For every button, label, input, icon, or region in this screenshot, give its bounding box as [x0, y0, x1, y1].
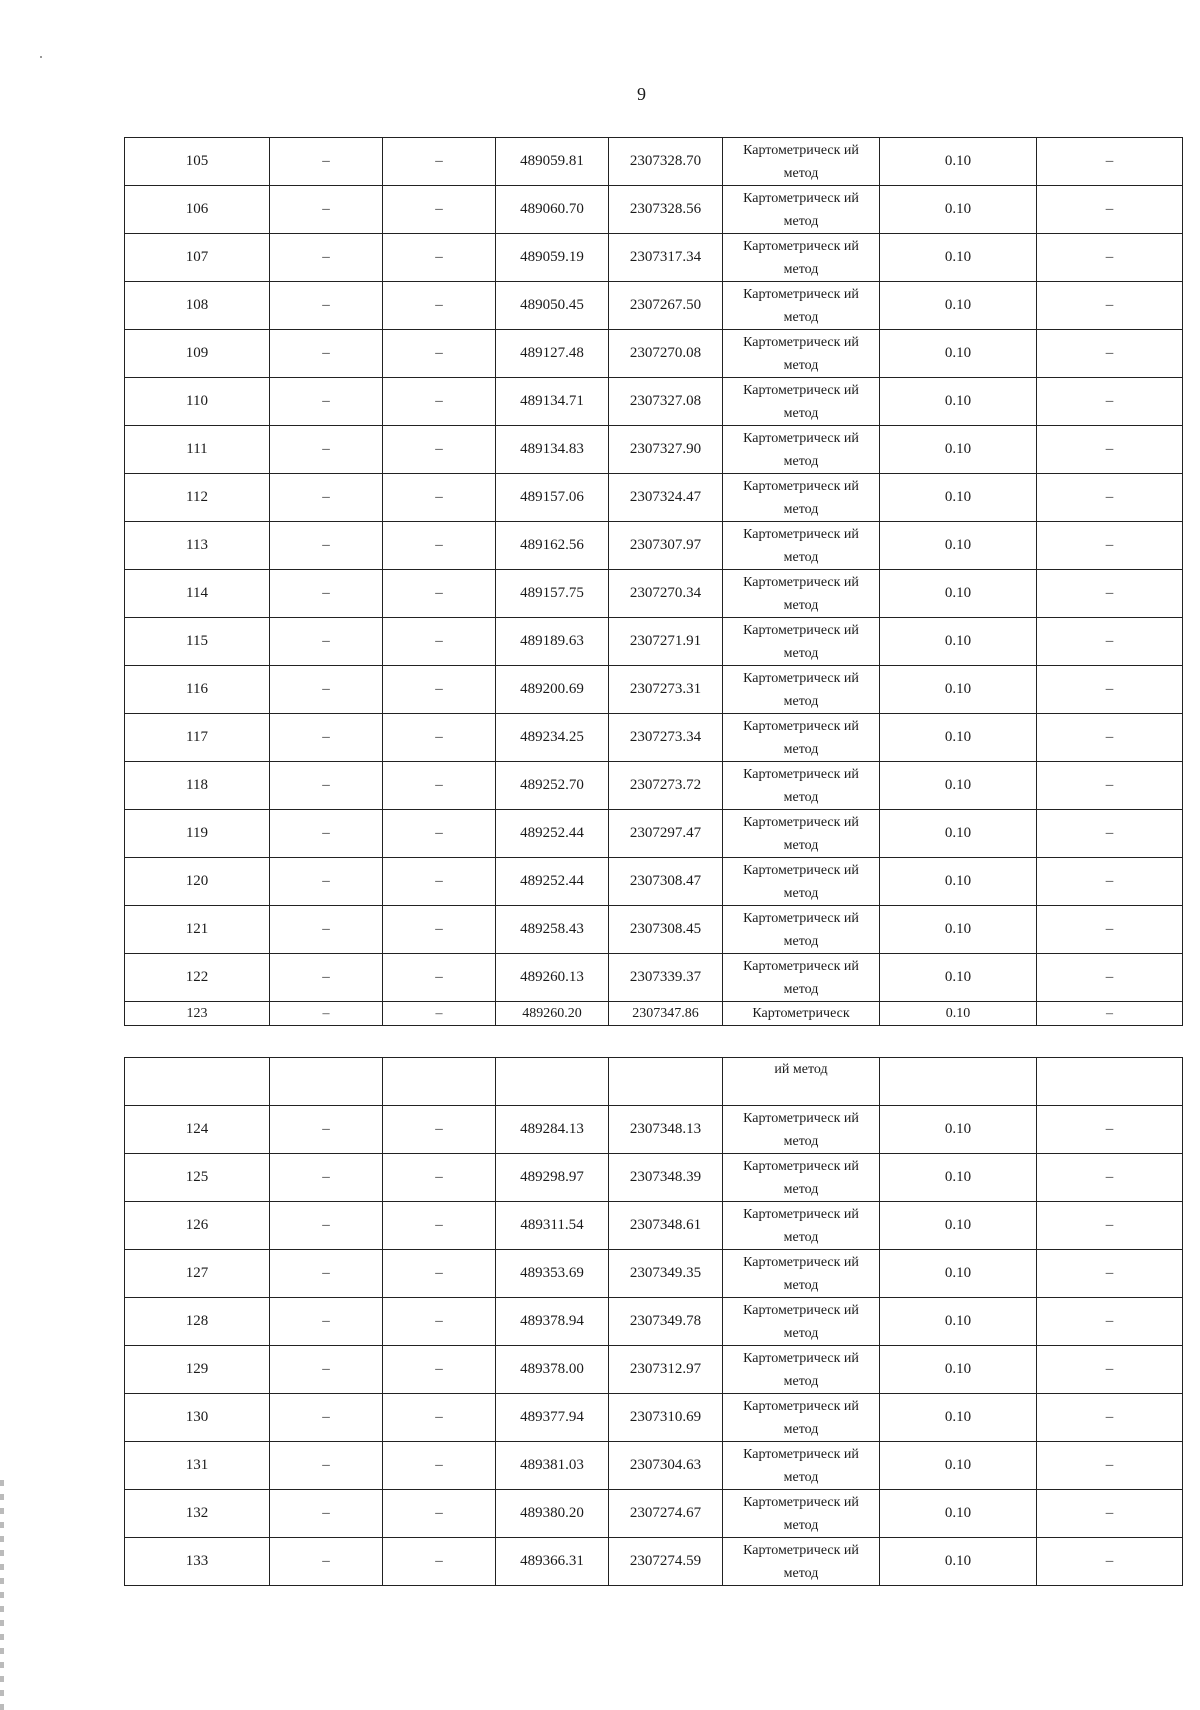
method-cell: Картометрическ ий метод	[723, 762, 880, 810]
x-coordinate-cell: 489200.69	[496, 666, 609, 714]
dash-cell: –	[270, 810, 383, 858]
dash-cell: –	[383, 666, 496, 714]
method-cell: Картометрическ ий метод	[723, 618, 880, 666]
page-number: 9	[637, 84, 646, 104]
x-coordinate-cell: 489311.54	[496, 1202, 609, 1250]
method-cell: Картометрическ ий метод	[723, 1298, 880, 1346]
point-number-cell: 111	[125, 426, 270, 474]
table-row	[125, 714, 1183, 762]
table-cell	[125, 1058, 270, 1106]
table-cell	[496, 1058, 609, 1106]
method-cell: Картометрическ ий метод	[723, 330, 880, 378]
accuracy-cell: 0.10	[880, 1298, 1037, 1346]
accuracy-cell: 0.10	[880, 1538, 1037, 1586]
dash-cell: –	[383, 378, 496, 426]
dash-cell: –	[383, 186, 496, 234]
y-coordinate-cell: 2307271.91	[609, 618, 723, 666]
x-coordinate-cell: 489189.63	[496, 618, 609, 666]
dash-cell: –	[383, 1298, 496, 1346]
dash-cell: –	[383, 570, 496, 618]
dash-cell: –	[1037, 1250, 1183, 1298]
point-number-cell: 123	[125, 1002, 270, 1026]
point-number-cell: 118	[125, 762, 270, 810]
x-coordinate-cell: 489134.71	[496, 378, 609, 426]
y-coordinate-cell: 2307348.61	[609, 1202, 723, 1250]
point-number-cell: 126	[125, 1202, 270, 1250]
y-coordinate-cell: 2307307.97	[609, 522, 723, 570]
point-number-cell: 124	[125, 1106, 270, 1154]
dash-cell: –	[383, 282, 496, 330]
method-cell: Картометрическ	[723, 1002, 880, 1026]
accuracy-cell: 0.10	[880, 1490, 1037, 1538]
dash-cell: –	[270, 378, 383, 426]
accuracy-cell: 0.10	[880, 858, 1037, 906]
table-row	[125, 762, 1183, 810]
dash-cell: –	[1037, 474, 1183, 522]
dash-cell: –	[270, 1346, 383, 1394]
table-row	[125, 1250, 1183, 1298]
dash-cell: –	[270, 138, 383, 186]
accuracy-cell: 0.10	[880, 810, 1037, 858]
table-row	[125, 1394, 1183, 1442]
method-cell: Картометрическ ий метод	[723, 1538, 880, 1586]
y-coordinate-cell: 2307349.35	[609, 1250, 723, 1298]
x-coordinate-cell: 489353.69	[496, 1250, 609, 1298]
table-cell	[609, 1058, 723, 1106]
accuracy-cell: 0.10	[880, 1346, 1037, 1394]
method-cell: Картометрическ ий метод	[723, 1106, 880, 1154]
point-number-cell: 122	[125, 954, 270, 1002]
dash-cell: –	[1037, 762, 1183, 810]
dash-cell: –	[1037, 810, 1183, 858]
dash-cell: –	[1037, 1002, 1183, 1026]
point-number-cell: 119	[125, 810, 270, 858]
y-coordinate-cell: 2307274.67	[609, 1490, 723, 1538]
method-cell: Картометрическ ий метод	[723, 474, 880, 522]
dash-cell: –	[1037, 234, 1183, 282]
dash-cell: –	[383, 1538, 496, 1586]
accuracy-cell: 0.10	[880, 906, 1037, 954]
point-number-cell: 132	[125, 1490, 270, 1538]
accuracy-cell: 0.10	[880, 1442, 1037, 1490]
method-cell: Картометрическ ий метод	[723, 906, 880, 954]
dash-cell: –	[383, 906, 496, 954]
accuracy-cell: 0.10	[880, 714, 1037, 762]
method-cell: Картометрическ ий метод	[723, 1154, 880, 1202]
point-number-cell: 112	[125, 474, 270, 522]
accuracy-cell: 0.10	[880, 954, 1037, 1002]
accuracy-cell: 0.10	[880, 618, 1037, 666]
dash-cell: –	[383, 474, 496, 522]
table-row	[125, 954, 1183, 1002]
accuracy-cell: 0.10	[880, 138, 1037, 186]
accuracy-cell: 0.10	[880, 1250, 1037, 1298]
dash-cell: –	[1037, 1106, 1183, 1154]
dash-cell: –	[1037, 1538, 1183, 1586]
dash-cell: –	[1037, 378, 1183, 426]
dash-cell: –	[270, 618, 383, 666]
dash-cell: –	[1037, 714, 1183, 762]
y-coordinate-cell: 2307317.34	[609, 234, 723, 282]
table-row	[125, 1346, 1183, 1394]
dash-cell: –	[1037, 522, 1183, 570]
point-number-cell: 127	[125, 1250, 270, 1298]
dash-cell: –	[383, 1346, 496, 1394]
dash-cell: –	[270, 282, 383, 330]
dash-cell: –	[270, 762, 383, 810]
x-coordinate-cell: 489380.20	[496, 1490, 609, 1538]
table-row	[125, 522, 1183, 570]
point-number-cell: 116	[125, 666, 270, 714]
dash-cell: –	[1037, 138, 1183, 186]
y-coordinate-cell: 2307327.08	[609, 378, 723, 426]
x-coordinate-cell: 489234.25	[496, 714, 609, 762]
y-coordinate-cell: 2307273.31	[609, 666, 723, 714]
dash-cell: –	[383, 138, 496, 186]
accuracy-cell: 0.10	[880, 762, 1037, 810]
point-number-cell: 107	[125, 234, 270, 282]
dash-cell: –	[1037, 858, 1183, 906]
method-cell: Картометрическ ий метод	[723, 1250, 880, 1298]
method-cell: Картометрическ ий метод	[723, 138, 880, 186]
x-coordinate-cell: 489298.97	[496, 1154, 609, 1202]
dash-cell: –	[1037, 618, 1183, 666]
dash-cell: –	[1037, 666, 1183, 714]
accuracy-cell: 0.10	[880, 1154, 1037, 1202]
point-number-cell: 114	[125, 570, 270, 618]
table-row	[125, 666, 1183, 714]
table-row	[125, 1154, 1183, 1202]
table-row	[125, 282, 1183, 330]
x-coordinate-cell: 489050.45	[496, 282, 609, 330]
dash-cell: –	[1037, 426, 1183, 474]
point-number-cell: 110	[125, 378, 270, 426]
accuracy-cell: 0.10	[880, 522, 1037, 570]
x-coordinate-cell: 489377.94	[496, 1394, 609, 1442]
dash-cell: –	[383, 810, 496, 858]
accuracy-cell: 0.10	[880, 186, 1037, 234]
dash-cell: –	[270, 522, 383, 570]
accuracy-cell: 0.10	[880, 1002, 1037, 1026]
table-row	[125, 1538, 1183, 1586]
y-coordinate-cell: 2307273.34	[609, 714, 723, 762]
y-coordinate-cell: 2307349.78	[609, 1298, 723, 1346]
dash-cell: –	[383, 330, 496, 378]
dash-cell: –	[1037, 954, 1183, 1002]
dash-cell: –	[383, 954, 496, 1002]
method-cell: Картометрическ ий метод	[723, 234, 880, 282]
dash-cell: –	[270, 1490, 383, 1538]
dash-cell: –	[383, 1442, 496, 1490]
method-cell: Картометрическ ий метод	[723, 1202, 880, 1250]
point-number-cell: 120	[125, 858, 270, 906]
accuracy-cell: 0.10	[880, 426, 1037, 474]
dash-cell: –	[1037, 1490, 1183, 1538]
x-coordinate-cell: 489381.03	[496, 1442, 609, 1490]
point-number-cell: 121	[125, 906, 270, 954]
y-coordinate-cell: 2307327.90	[609, 426, 723, 474]
dash-cell: –	[270, 1106, 383, 1154]
method-cell: Картометрическ ий метод	[723, 282, 880, 330]
y-coordinate-cell: 2307270.34	[609, 570, 723, 618]
x-coordinate-cell: 489059.81	[496, 138, 609, 186]
dash-cell: –	[270, 714, 383, 762]
scan-edge-marks	[0, 1480, 4, 1710]
point-number-cell: 113	[125, 522, 270, 570]
table-row	[125, 810, 1183, 858]
y-coordinate-cell: 2307328.70	[609, 138, 723, 186]
method-cell: Картометрическ ий метод	[723, 714, 880, 762]
dash-cell: –	[270, 1250, 383, 1298]
table-row	[125, 618, 1183, 666]
dash-cell: –	[1037, 906, 1183, 954]
table-cell	[1037, 1058, 1183, 1106]
method-cell: Картометрическ ий метод	[723, 810, 880, 858]
dash-cell: –	[383, 762, 496, 810]
method-cell: Картометрическ ий метод	[723, 1346, 880, 1394]
dash-cell: –	[383, 234, 496, 282]
x-coordinate-cell: 489378.00	[496, 1346, 609, 1394]
y-coordinate-cell: 2307348.13	[609, 1106, 723, 1154]
point-number-cell: 133	[125, 1538, 270, 1586]
dash-cell: –	[1037, 1394, 1183, 1442]
table-row	[125, 1002, 1183, 1026]
x-coordinate-cell: 489162.56	[496, 522, 609, 570]
x-coordinate-cell: 489258.43	[496, 906, 609, 954]
method-cell: Картометрическ ий метод	[723, 858, 880, 906]
table-row	[125, 1298, 1183, 1346]
dash-cell: –	[1037, 1442, 1183, 1490]
dash-cell: –	[1037, 1154, 1183, 1202]
x-coordinate-cell: 489252.44	[496, 810, 609, 858]
dash-cell: –	[383, 426, 496, 474]
accuracy-cell: 0.10	[880, 1394, 1037, 1442]
x-coordinate-cell: 489260.13	[496, 954, 609, 1002]
accuracy-cell: 0.10	[880, 282, 1037, 330]
accuracy-cell: 0.10	[880, 570, 1037, 618]
table-row	[125, 858, 1183, 906]
method-continuation-cell: ий метод	[723, 1058, 880, 1106]
dash-cell: –	[383, 618, 496, 666]
method-cell: Картометрическ ий метод	[723, 426, 880, 474]
x-coordinate-cell: 489260.20	[496, 1002, 609, 1026]
point-number-cell: 130	[125, 1394, 270, 1442]
y-coordinate-cell: 2307328.56	[609, 186, 723, 234]
y-coordinate-cell: 2307310.69	[609, 1394, 723, 1442]
dash-cell: –	[1037, 570, 1183, 618]
table-row	[125, 1202, 1183, 1250]
point-number-cell: 105	[125, 138, 270, 186]
dash-cell: –	[383, 1002, 496, 1026]
coordinates-table-part-1	[124, 137, 1183, 1026]
dash-cell: –	[270, 570, 383, 618]
accuracy-cell: 0.10	[880, 1202, 1037, 1250]
y-coordinate-cell: 2307273.72	[609, 762, 723, 810]
x-coordinate-cell: 489378.94	[496, 1298, 609, 1346]
method-cell: Картометрическ ий метод	[723, 1394, 880, 1442]
method-cell: Картометрическ ий метод	[723, 570, 880, 618]
dash-cell: –	[270, 1002, 383, 1026]
method-cell: Картометрическ ий метод	[723, 522, 880, 570]
dash-cell: –	[270, 330, 383, 378]
accuracy-cell: 0.10	[880, 234, 1037, 282]
method-cell: Картометрическ ий метод	[723, 378, 880, 426]
dash-cell: –	[270, 1538, 383, 1586]
point-number-cell: 117	[125, 714, 270, 762]
x-coordinate-cell: 489127.48	[496, 330, 609, 378]
y-coordinate-cell: 2307348.39	[609, 1154, 723, 1202]
accuracy-cell: 0.10	[880, 474, 1037, 522]
dash-cell: –	[270, 1298, 383, 1346]
accuracy-cell: 0.10	[880, 378, 1037, 426]
dash-cell: –	[383, 1490, 496, 1538]
accuracy-cell: 0.10	[880, 666, 1037, 714]
point-number-cell: 108	[125, 282, 270, 330]
point-number-cell: 131	[125, 1442, 270, 1490]
point-number-cell: 128	[125, 1298, 270, 1346]
dash-cell: –	[1037, 1202, 1183, 1250]
coordinates-table-part-2	[124, 1057, 1183, 1586]
method-cell: Картометрическ ий метод	[723, 1442, 880, 1490]
point-number-cell: 125	[125, 1154, 270, 1202]
dash-cell: –	[270, 1202, 383, 1250]
x-coordinate-cell: 489157.75	[496, 570, 609, 618]
table-row	[125, 234, 1183, 282]
dash-cell: –	[1037, 282, 1183, 330]
table-row	[125, 570, 1183, 618]
table-row	[125, 426, 1183, 474]
dash-cell: –	[270, 234, 383, 282]
y-coordinate-cell: 2307308.45	[609, 906, 723, 954]
x-coordinate-cell: 489059.19	[496, 234, 609, 282]
dash-cell: –	[383, 522, 496, 570]
table-row	[125, 906, 1183, 954]
y-coordinate-cell: 2307267.50	[609, 282, 723, 330]
point-number-cell: 109	[125, 330, 270, 378]
dash-cell: –	[270, 1154, 383, 1202]
x-coordinate-cell: 489157.06	[496, 474, 609, 522]
dash-cell: –	[1037, 330, 1183, 378]
x-coordinate-cell: 489366.31	[496, 1538, 609, 1586]
x-coordinate-cell: 489252.44	[496, 858, 609, 906]
table-row	[125, 1442, 1183, 1490]
table-row	[125, 474, 1183, 522]
dash-cell: –	[270, 426, 383, 474]
method-cell: Картометрическ ий метод	[723, 954, 880, 1002]
dash-cell: –	[270, 666, 383, 714]
method-cell: Картометрическ ий метод	[723, 1490, 880, 1538]
dash-cell: –	[383, 714, 496, 762]
dash-cell: –	[270, 186, 383, 234]
continuation-row	[125, 1058, 1183, 1106]
dash-cell: –	[270, 954, 383, 1002]
y-coordinate-cell: 2307304.63	[609, 1442, 723, 1490]
dash-cell: –	[270, 906, 383, 954]
table-row	[125, 186, 1183, 234]
method-cell: Картометрическ ий метод	[723, 666, 880, 714]
dash-cell: –	[1037, 186, 1183, 234]
dash-cell: –	[270, 1442, 383, 1490]
y-coordinate-cell: 2307297.47	[609, 810, 723, 858]
x-coordinate-cell: 489060.70	[496, 186, 609, 234]
dash-cell: –	[383, 858, 496, 906]
y-coordinate-cell: 2307270.08	[609, 330, 723, 378]
x-coordinate-cell: 489134.83	[496, 426, 609, 474]
dash-cell: –	[270, 1394, 383, 1442]
y-coordinate-cell: 2307308.47	[609, 858, 723, 906]
table-cell	[270, 1058, 383, 1106]
table-cell	[880, 1058, 1037, 1106]
y-coordinate-cell: 2307312.97	[609, 1346, 723, 1394]
x-coordinate-cell: 489252.70	[496, 762, 609, 810]
table-row	[125, 138, 1183, 186]
scan-speck	[40, 56, 42, 58]
dash-cell: –	[270, 858, 383, 906]
accuracy-cell: 0.10	[880, 330, 1037, 378]
dash-cell: –	[1037, 1346, 1183, 1394]
table-cell	[383, 1058, 496, 1106]
dash-cell: –	[383, 1394, 496, 1442]
dash-cell: –	[270, 474, 383, 522]
dash-cell: –	[383, 1154, 496, 1202]
dash-cell: –	[383, 1202, 496, 1250]
table-row	[125, 1106, 1183, 1154]
table-row	[125, 330, 1183, 378]
point-number-cell: 106	[125, 186, 270, 234]
y-coordinate-cell: 2307324.47	[609, 474, 723, 522]
table-row	[125, 1490, 1183, 1538]
y-coordinate-cell: 2307347.86	[609, 1002, 723, 1026]
y-coordinate-cell: 2307339.37	[609, 954, 723, 1002]
dash-cell: –	[383, 1106, 496, 1154]
method-cell: Картометрическ ий метод	[723, 186, 880, 234]
point-number-cell: 129	[125, 1346, 270, 1394]
dash-cell: –	[383, 1250, 496, 1298]
y-coordinate-cell: 2307274.59	[609, 1538, 723, 1586]
x-coordinate-cell: 489284.13	[496, 1106, 609, 1154]
dash-cell: –	[1037, 1298, 1183, 1346]
accuracy-cell: 0.10	[880, 1106, 1037, 1154]
point-number-cell: 115	[125, 618, 270, 666]
table-row	[125, 378, 1183, 426]
